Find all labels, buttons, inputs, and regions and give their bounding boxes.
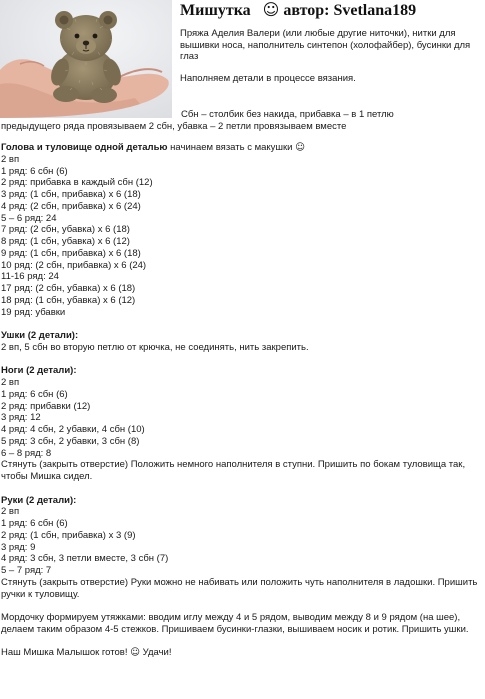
legs-section: [1, 365, 483, 483]
pattern-row: 1 ряд: 6 сбн (6): [1, 518, 68, 529]
abbreviations-text: [1, 109, 485, 133]
pattern-row: 1 ряд: 6 сбн (6): [1, 165, 68, 177]
pattern-row: 11-16 ряд: 24: [1, 271, 59, 283]
pattern-row: 2 ряд: (1 сбн, прибавка) х 3 (9): [1, 529, 136, 541]
ears-heading: Ушки (2 детали):: [1, 330, 79, 341]
face-text: Мордочку формируем утяжками: вводим иглу между 4 и 5 рядом, выводим между 8 и 9 рядом (на шее), делаем таким образом 4-5 стежков. Пришиваем бусинки-глазки, вышиваем носик и ротик. Пришить ушки.: [1, 612, 469, 635]
pattern-row: 3 ряд: 12: [1, 412, 41, 424]
abbreviations-line-1: Сбн – столбик без накида, прибавка – в 1 петлю: [181, 109, 394, 120]
pattern-row: 2 вп: [1, 506, 20, 518]
pattern-row: 5 – 6 ряд: 24: [1, 212, 57, 224]
head-heading-tail: начинаем вязать с макушки: [170, 142, 293, 153]
pattern-row: 5 – 7 ряд: 7: [1, 565, 52, 576]
ears-text: 2 вп, 5 сбн во вторую петлю от крючка, не соединять, нить закрепить.: [1, 341, 309, 353]
pattern-row: 3 ряд: (1 сбн, прибавка) х 6 (18): [1, 189, 141, 200]
pattern-row: 4 ряд: 3 сбн, 3 петли вместе, 3 сбн (7): [1, 553, 169, 565]
pattern-row: 8 ряд: (1 сбн, убавка) х 6 (12): [1, 236, 130, 247]
bear-in-hand-image: [0, 0, 172, 118]
page-title: [180, 0, 416, 21]
pattern-row: 2 вп: [1, 377, 20, 388]
pattern-row: 2 ряд: прибавки (12): [1, 400, 91, 412]
pattern-row: 17 ряд: (2 сбн, убавка) х 6 (18): [1, 283, 136, 294]
smiley-icon: ☺: [295, 142, 306, 153]
title-name: Мишутка: [180, 2, 251, 19]
legs-note: Стянуть (закрыть отверстие) Положить немного наполнителя в ступни. Пришить по бокам туловища так, чтобы Мишка сидел.: [1, 459, 466, 482]
title-author: автор: Svetlana189: [283, 2, 417, 19]
head-section: [1, 142, 483, 318]
intro-block: [180, 28, 480, 84]
arms-section: [1, 495, 483, 601]
pattern-row: 19 ряд: убавки: [1, 306, 66, 318]
head-heading: Голова и туловище одной деталью: [1, 142, 168, 153]
pattern-row: 2 вп: [1, 153, 20, 165]
abbreviations-line-2: предыдущего ряда провязываем 2 сбн, убавка – 2 петли провязываем вместе: [1, 121, 347, 132]
pattern-row: 4 ряд: 4 сбн, 2 убавки, 4 сбн (10): [1, 424, 145, 435]
pattern-row: 10 ряд: (2 сбн, прибавка) х 6 (24): [1, 259, 147, 271]
ears-section: [1, 330, 483, 354]
arms-heading: Руки (2 детали):: [1, 494, 77, 506]
pattern-row: 2 ряд: прибавка в каждый сбн (12): [1, 177, 153, 189]
head-heading-line: [1, 142, 483, 154]
pattern-body: [1, 142, 483, 659]
smiley-icon: ☺: [130, 647, 141, 659]
note-text: Наполняем детали в процессе вязания.: [180, 72, 356, 84]
footer-thanks: Удачи!: [142, 647, 172, 659]
pattern-row: 6 – 8 ряд: 8: [1, 447, 52, 459]
footer-text: Наш Мишка Малышок готов!: [1, 647, 128, 659]
pattern-row: 4 ряд: (2 сбн, прибавка) х 6 (24): [1, 200, 141, 212]
pattern-row: 3 ряд: 9: [1, 541, 36, 553]
pattern-row: 7 ряд: (2 сбн, убавка) х 6 (18): [1, 224, 130, 236]
legs-heading: Ноги (2 детали):: [1, 365, 77, 377]
pattern-row: 9 ряд: (1 сбн, прибавка) х 6 (18): [1, 247, 141, 259]
footer-line: [1, 647, 483, 659]
pattern-row: 5 ряд: 3 сбн, 2 убавки, 3 сбн (8): [1, 435, 140, 447]
pattern-row: 1 ряд: 6 сбн (6): [1, 388, 68, 400]
materials-text: Пряжа Аделия Валери (или любые другие ниточки), нитки для вышивки носа, наполнитель синтепон (холофайбер), бусинки для глаз: [180, 28, 471, 63]
arms-note: Стянуть (закрыть отверстие) Руки можно не набивать или положить чуть наполнителя в ладошки. Пришить ручки к туловищу.: [1, 576, 478, 600]
footer-section: [1, 647, 483, 659]
bear-photo: [0, 0, 172, 118]
face-section: [1, 612, 483, 636]
pattern-row: 18 ряд: (1 сбн, убавка) х 6 (12): [1, 294, 136, 306]
smiley-icon: ☺: [262, 0, 280, 19]
